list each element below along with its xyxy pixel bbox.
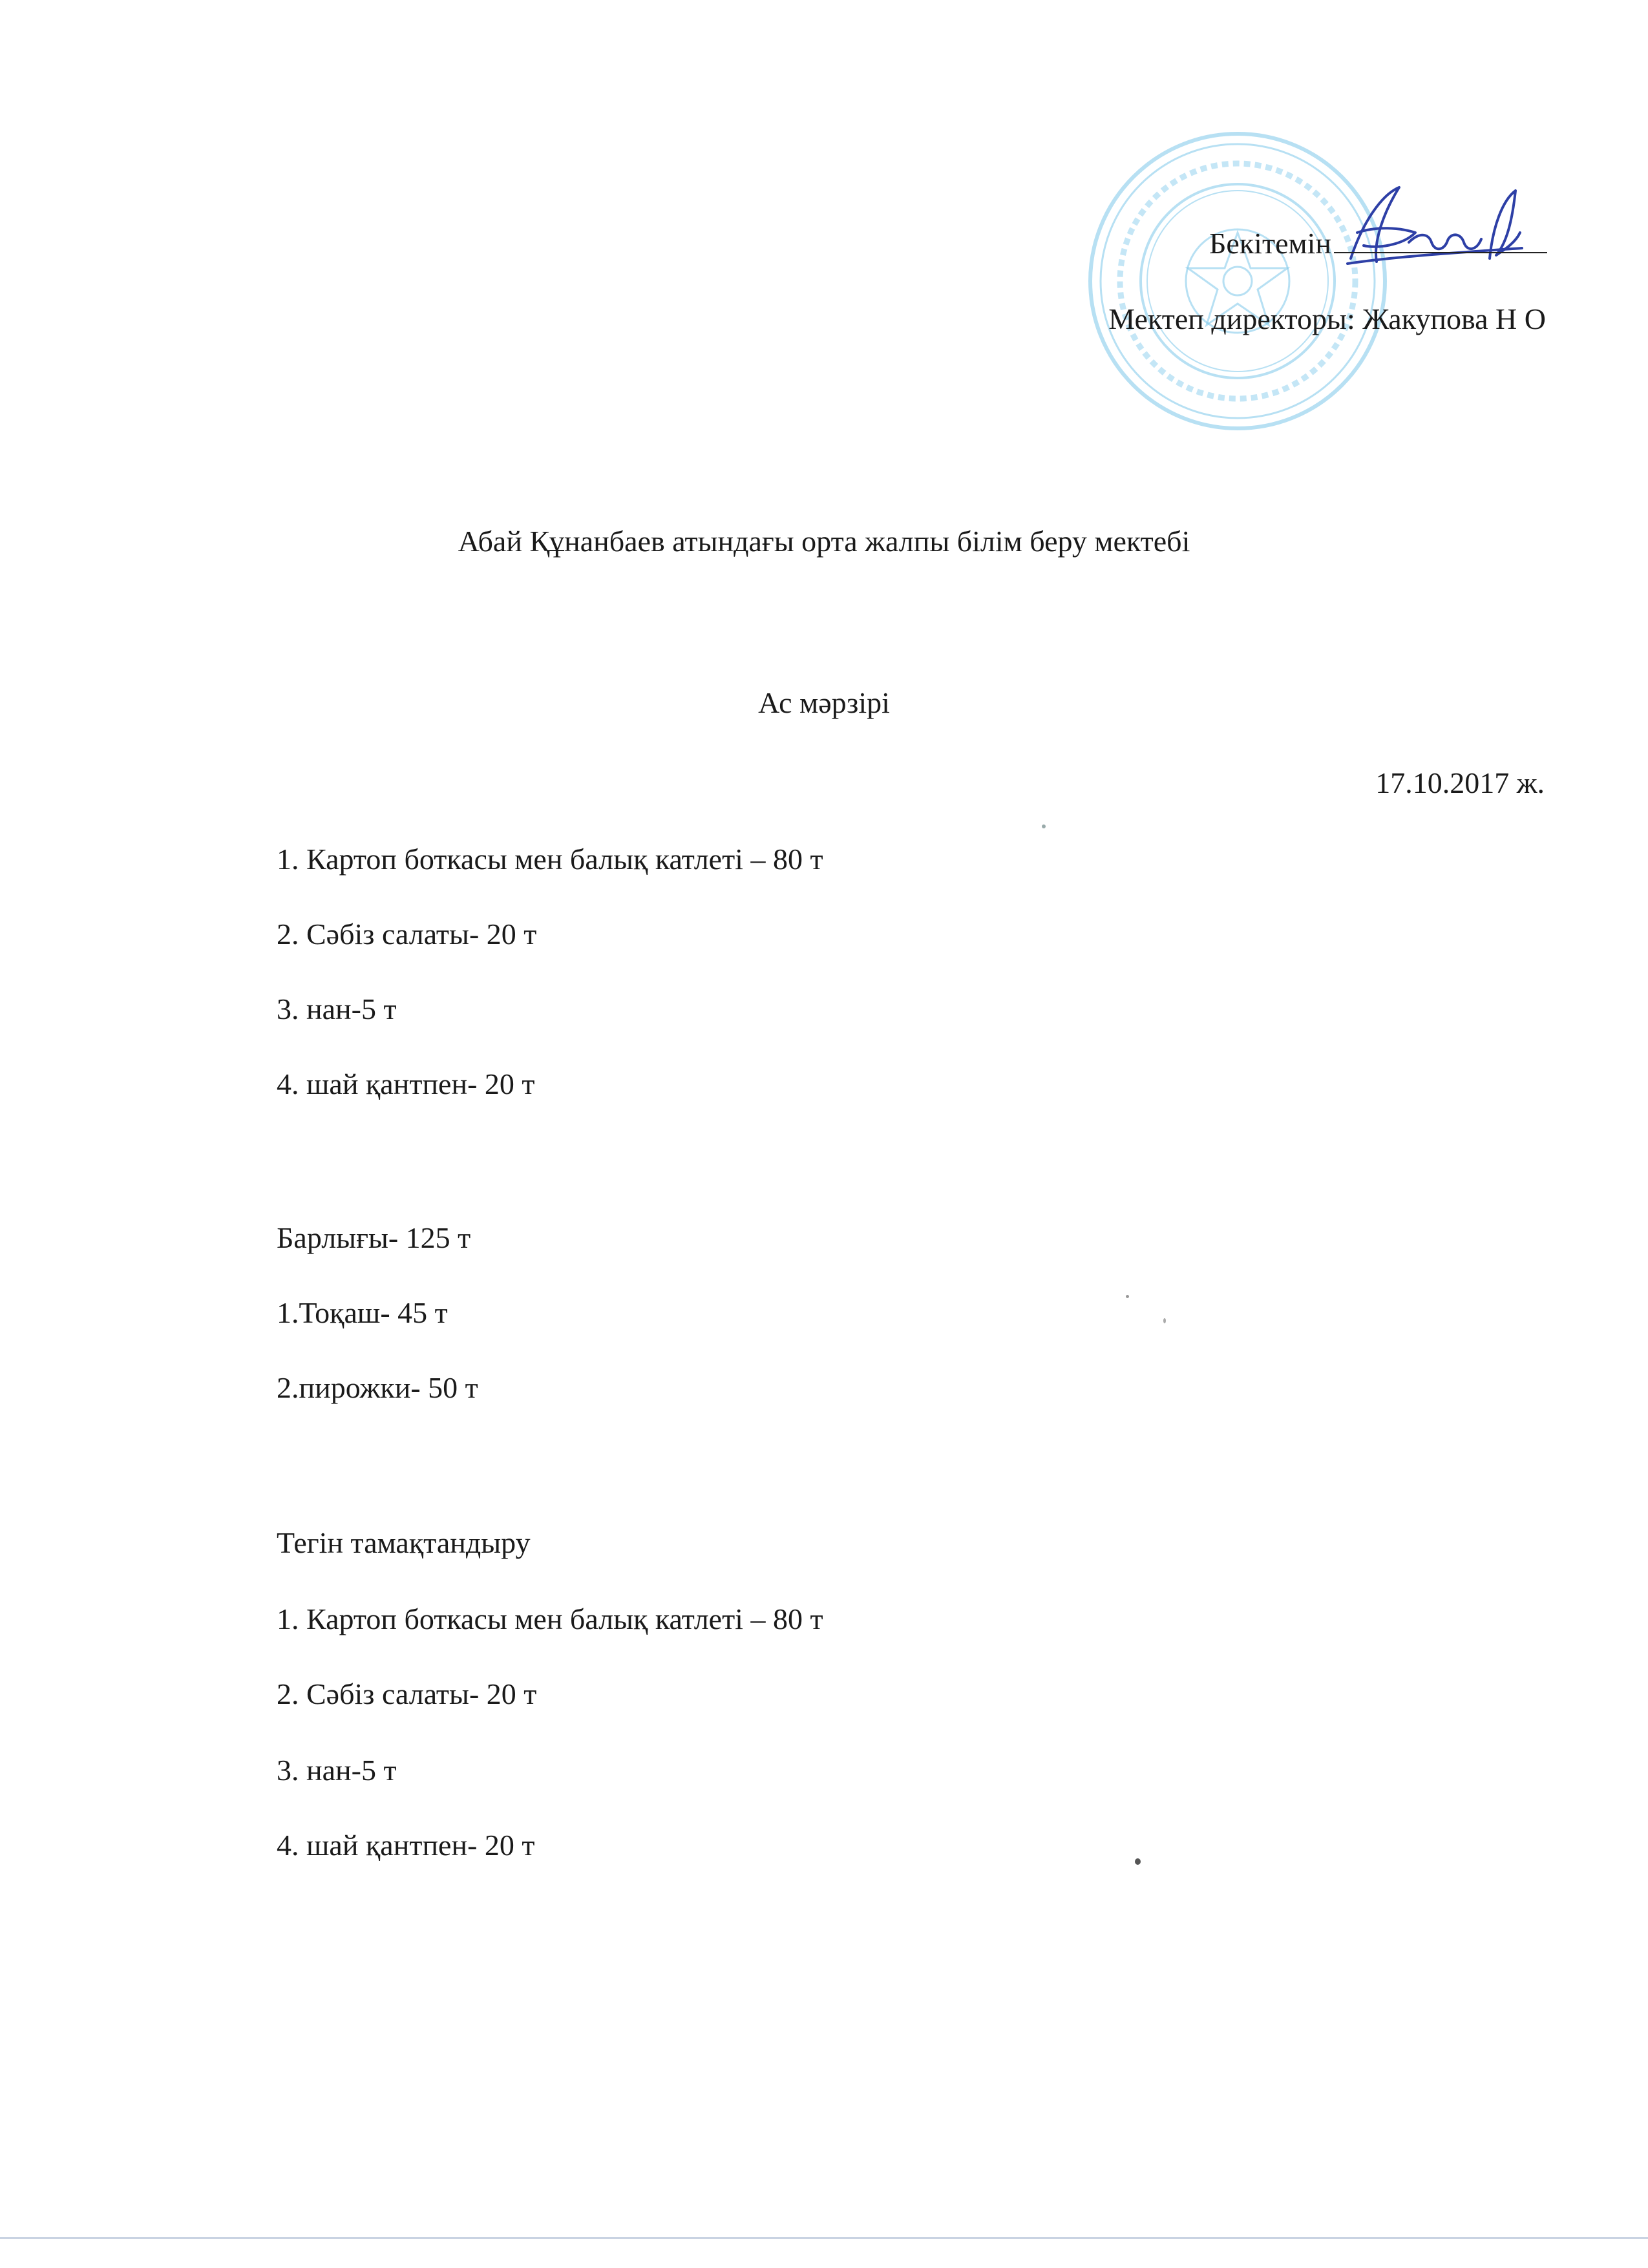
menu-date: 17.10.2017 ж.: [1375, 766, 1545, 799]
menu-title: Ас мәрзірі: [758, 686, 890, 719]
approve-label: Бекітемін: [1209, 227, 1331, 260]
scan-speck: [1042, 824, 1046, 828]
extra-item: 2.пирожки- 50 т: [277, 1371, 478, 1404]
free-meal-item: 3. нан-5 т: [277, 1754, 397, 1787]
director-line: Мектеп директоры: Жакупова Н О: [1108, 302, 1546, 335]
menu-item: 4. шай қантпен- 20 т: [277, 1067, 535, 1100]
free-meal-item: 2. Сәбіз салаты- 20 т: [277, 1677, 537, 1710]
free-meal-item: 4. шай қантпен- 20 т: [277, 1829, 535, 1862]
scan-speck: [1163, 1318, 1166, 1323]
menu-item: 1. Картоп боткасы мен балық катлеті – 80 т: [277, 843, 823, 876]
scan-edge-line: [0, 2237, 1648, 2239]
signature-line: [1334, 222, 1547, 253]
free-meal-item: 1. Картоп боткасы мен балық катлеті – 80 т: [277, 1602, 823, 1635]
total-line: Барлығы- 125 т: [277, 1221, 471, 1254]
extra-item: 1.Тоқаш- 45 т: [277, 1296, 448, 1329]
scan-speck: [1126, 1295, 1129, 1298]
approval-line: [1209, 222, 1547, 262]
school-name: Абай Құнанбаев атындағы орта жалпы білім беру мектебі: [458, 525, 1190, 558]
menu-item: 2. Сәбіз салаты- 20 т: [277, 918, 537, 950]
school-stamp: [1086, 129, 1389, 433]
scan-speck: [1135, 1858, 1141, 1865]
menu-item: 3. нан-5 т: [277, 992, 397, 1025]
free-meal-title: Тегін тамақтандыру: [277, 1526, 531, 1559]
